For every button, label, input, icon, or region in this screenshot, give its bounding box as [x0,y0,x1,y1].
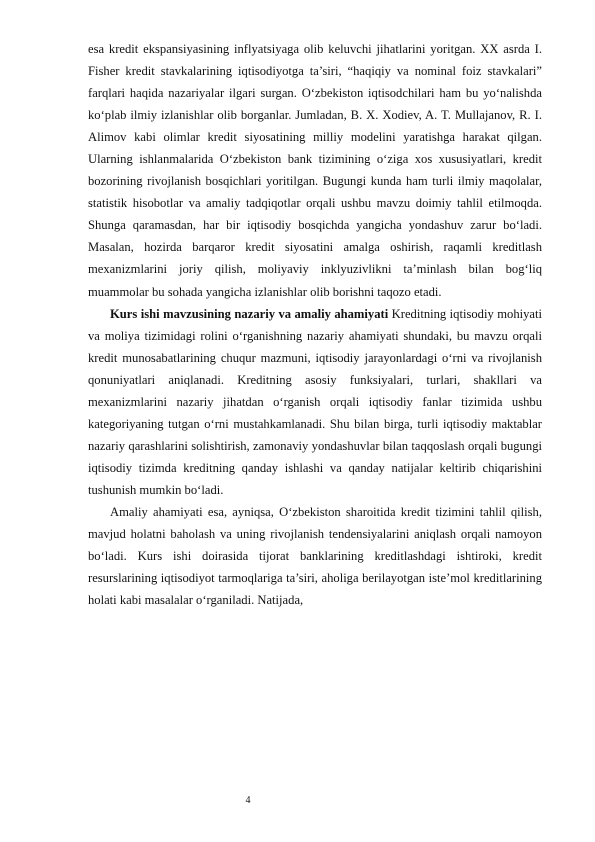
body-text [88,38,542,611]
paragraph-significance [88,303,542,501]
paragraph-significance-text: Kreditning iqtisodiy mohiyati va moliya tizimidagi rolini o‘rganishning nazariy ahamiyati shundaki, bu mavzu orqali kredit munosabatlarining chuqur mazmuni, iqtisodiy jarayonlardagi o‘rni va rivojlanish qonuniyatlari aniqlanadi. Kreditning asosiy funksiyalari, turlari, shakllari va mexanizmlarini nazariy jihatdan o‘rganish orqali iqtisodiy fanlar tizimida ushbu kategoriyaning tutgan o‘rni mustahkamlanadi. Shu bilan birga, turli iqtisodiy maktablar nazariy qarashlarini solishtirish, zamonaviy yondashuvlar bilan taqqoslash orqali bugungi iqtisodiy tizimda kreditning qanday ishlashi va qanday natijalar keltirib chiqarishini tushunish mumkin bo‘ladi. [88,306,542,497]
page-number: 4 [245,795,251,806]
section-heading-inline: Kurs ishi mavzusining nazariy va amaliy ahamiyati [110,306,389,321]
paragraph-practical: Amaliy ahamiyati esa, ayniqsa, O‘zbekiston sharoitida kredit tizimini tahlil qilish, mavjud holatni baholash va uning rivojlanish tendensiyalarini aniqlash orqali namoyon bo‘ladi. Kurs ishi doirasida tijorat banklarining kreditlashdagi ishtiroki, kredit resurslarining iqtisodiyot tarmoqlariga ta’siri, aholiga berilayotgan iste’mol kreditlarining holati kabi masalalar o‘rganiladi. Natijada, [88,504,542,608]
paragraph-intro-continuation: esa kredit ekspansiyasining inflyatsiyaga olib keluvchi jihatlarini yoritgan. XX asrda I. Fisher kredit stavkalarining iqtisodiyotga ta’siri, “haqiqiy va nominal foiz stavkalari” farqlari haqida nazariyalar ilgari surgan. O‘zbekiston iqtisodchilari ham bu yo‘nalishda ko‘plab ilmiy izlanishlar olib borganlar. Jumladan, B. X. Xodiev, A. T. Mullajanov, R. I. Alimov kabi olimlar kredit siyosatining milliy modelini yaratishga harakat qilgan. Ularning ishlanmalarida O‘zbekiston bank tizimining o‘ziga xos xususiyatlari, kredit bozorining rivojlanish bosqichlari yoritilgan. Bugungi kunda ham turli ilmiy maqolalar, statistik hisobotlar va amaliy tadqiqotlar orqali ushbu mavzu doimiy tahlil etilmoqda. Shunga qaramasdan, har bir iqtisodiy bosqichda yangicha yondashuv zarur bo‘ladi. Masalan, hozirda barqaror kredit siyosatini amalga oshirish, raqamli kreditlash mexanizmlarini joriy qilish, moliyaviy inklyuzivlikni ta’minlash bilan bog‘liq muammolar bu sohada yangicha izlanishlar olib borishni taqozo etadi. [88,42,542,299]
